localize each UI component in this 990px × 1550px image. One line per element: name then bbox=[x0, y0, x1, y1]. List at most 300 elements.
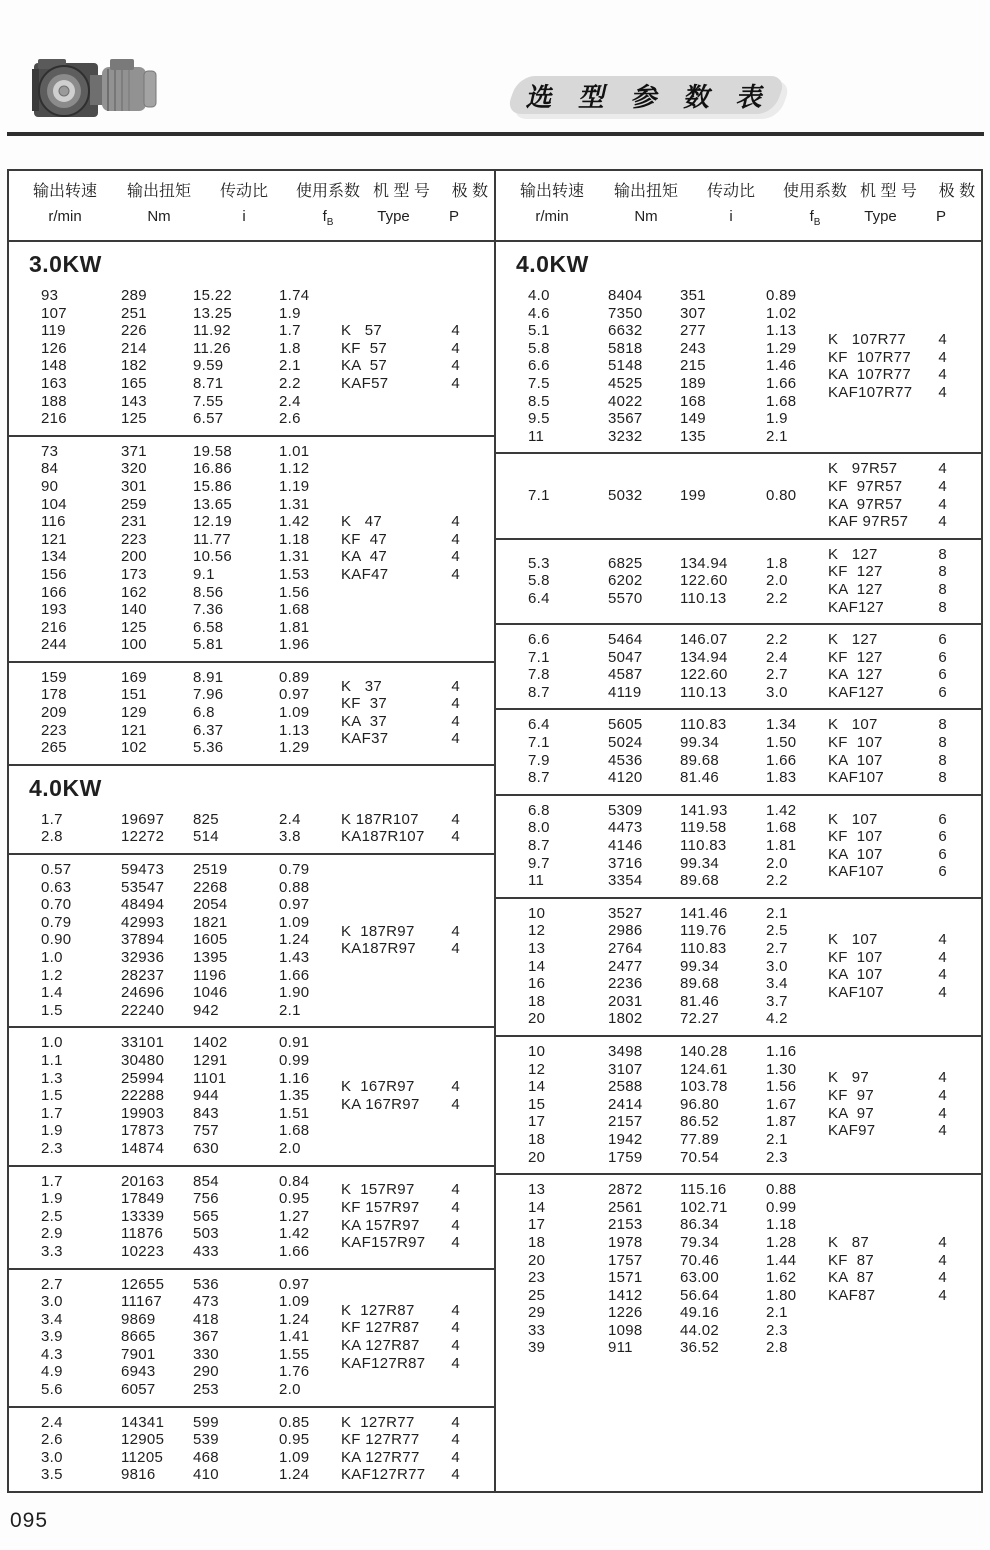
unit-p: P bbox=[448, 208, 459, 225]
speed-cell: 14 bbox=[528, 957, 546, 975]
model-type: K 57 bbox=[341, 322, 382, 340]
ratio-cell: 1046 bbox=[193, 984, 228, 1002]
rating-block bbox=[496, 540, 981, 625]
speed-cell: 18 bbox=[528, 992, 546, 1010]
unit-p: P bbox=[935, 208, 946, 225]
speed-cell: 8.7 bbox=[528, 837, 550, 855]
data-row bbox=[528, 734, 828, 752]
table-left-column bbox=[9, 171, 494, 1491]
page-header bbox=[0, 0, 990, 132]
factor-cell: 1.13 bbox=[766, 322, 797, 340]
data-rows bbox=[496, 460, 828, 530]
model-type: KA 37 bbox=[341, 712, 388, 730]
ratio-cell: 630 bbox=[193, 1139, 219, 1157]
model-type: K 87 bbox=[828, 1233, 869, 1251]
torque-cell: 226 bbox=[121, 322, 147, 340]
factor-cell: 0.85 bbox=[279, 1413, 310, 1431]
data-row bbox=[41, 967, 341, 985]
rating-block bbox=[9, 805, 494, 855]
speed-cell: 3.3 bbox=[41, 1242, 63, 1260]
type-row bbox=[828, 331, 971, 349]
type-rows bbox=[341, 1034, 494, 1157]
model-type: K 127R77 bbox=[341, 1413, 415, 1431]
poles-value: 4 bbox=[451, 1198, 460, 1216]
type-row bbox=[828, 811, 971, 829]
header-output-speed: 输出转速 bbox=[519, 183, 584, 200]
type-rows bbox=[341, 861, 494, 1019]
data-row bbox=[41, 1002, 341, 1020]
data-row bbox=[41, 931, 341, 949]
rating-block bbox=[9, 663, 494, 766]
torque-cell: 22288 bbox=[121, 1087, 165, 1105]
speed-cell: 12 bbox=[528, 1060, 546, 1078]
poles-value: 4 bbox=[451, 1413, 460, 1431]
data-row bbox=[528, 1287, 828, 1305]
data-row bbox=[528, 1181, 828, 1199]
poles-value: 4 bbox=[938, 330, 947, 348]
model-type: KAF37 bbox=[341, 730, 389, 748]
factor-cell: 1.68 bbox=[766, 819, 797, 837]
torque-cell: 2236 bbox=[608, 975, 643, 993]
rating-block bbox=[496, 796, 981, 899]
torque-cell: 9816 bbox=[121, 1466, 156, 1484]
torque-cell: 37894 bbox=[121, 931, 165, 949]
speed-cell: 0.57 bbox=[41, 861, 72, 879]
model-type: KA187R107 bbox=[341, 828, 425, 846]
ratio-cell: 70.54 bbox=[680, 1148, 720, 1166]
poles-value: 4 bbox=[451, 1448, 460, 1466]
data-row bbox=[41, 584, 341, 602]
ratio-cell: 7.55 bbox=[193, 392, 224, 410]
ratio-cell: 351 bbox=[680, 287, 706, 304]
type-row bbox=[341, 811, 484, 829]
factor-cell: 4.2 bbox=[766, 1010, 788, 1028]
ratio-cell: 89.68 bbox=[680, 975, 720, 993]
data-row bbox=[528, 1199, 828, 1217]
ratio-cell: 6.8 bbox=[193, 704, 215, 722]
data-row bbox=[528, 975, 828, 993]
table-body-right bbox=[496, 242, 981, 1491]
speed-cell: 8.7 bbox=[528, 683, 550, 701]
factor-cell: 1.12 bbox=[279, 460, 310, 478]
model-type: KAF57 bbox=[341, 374, 389, 392]
speed-cell: 1.7 bbox=[41, 1172, 63, 1190]
factor-cell: 3.7 bbox=[766, 992, 788, 1010]
speed-cell: 29 bbox=[528, 1304, 546, 1322]
factor-cell: 1.09 bbox=[279, 704, 310, 722]
factor-cell: 1.51 bbox=[279, 1104, 310, 1122]
data-row bbox=[41, 914, 341, 932]
torque-cell: 59473 bbox=[121, 861, 165, 879]
type-row bbox=[341, 1078, 484, 1096]
factor-cell: 2.0 bbox=[766, 572, 788, 590]
model-type: KAF47 bbox=[341, 565, 389, 583]
factor-cell: 3.4 bbox=[766, 975, 788, 993]
type-row bbox=[828, 1269, 971, 1287]
ratio-cell: 2054 bbox=[193, 896, 228, 914]
data-row bbox=[41, 460, 341, 478]
factor-cell: 2.4 bbox=[766, 648, 788, 666]
speed-cell: 0.90 bbox=[41, 931, 72, 949]
data-row bbox=[41, 704, 341, 722]
torque-cell: 259 bbox=[121, 495, 147, 513]
ratio-cell: 119.76 bbox=[680, 922, 727, 940]
ratio-cell: 9.59 bbox=[193, 357, 224, 375]
speed-cell: 90 bbox=[41, 477, 59, 495]
speed-cell: 6.8 bbox=[528, 801, 550, 819]
data-row bbox=[528, 340, 828, 358]
data-row bbox=[528, 993, 828, 1011]
factor-cell: 2.7 bbox=[766, 940, 788, 957]
speed-cell: 8.7 bbox=[528, 769, 550, 787]
factor-cell: 1.43 bbox=[279, 949, 310, 966]
ratio-cell: 9.1 bbox=[193, 565, 215, 583]
factor-cell: 1.90 bbox=[279, 984, 310, 1002]
type-row bbox=[341, 923, 484, 941]
ratio-cell: 307 bbox=[680, 304, 706, 322]
torque-cell: 231 bbox=[121, 513, 147, 531]
type-rows bbox=[341, 669, 494, 757]
type-row bbox=[828, 496, 971, 514]
ratio-cell: 410 bbox=[193, 1466, 219, 1484]
type-row bbox=[341, 513, 484, 531]
type-row bbox=[828, 513, 971, 531]
poles-value: 8 bbox=[938, 734, 947, 752]
factor-cell: 1.18 bbox=[766, 1216, 797, 1234]
type-row bbox=[828, 478, 971, 496]
type-row bbox=[828, 716, 971, 734]
rating-block bbox=[9, 1270, 494, 1408]
data-row bbox=[41, 636, 341, 654]
data-row bbox=[41, 566, 341, 584]
factor-cell: 1.67 bbox=[766, 1095, 797, 1113]
speed-cell: 265 bbox=[41, 739, 67, 757]
factor-cell: 1.29 bbox=[279, 739, 310, 757]
speed-cell: 3.4 bbox=[41, 1310, 63, 1328]
ratio-cell: 134.94 bbox=[680, 554, 728, 572]
data-row bbox=[41, 375, 341, 393]
header-poles: 极 数 bbox=[938, 183, 976, 200]
ratio-cell: 141.46 bbox=[680, 904, 728, 922]
data-row bbox=[41, 1105, 341, 1123]
data-row bbox=[41, 896, 341, 914]
poles-value: 4 bbox=[451, 1466, 460, 1484]
model-type: K 97 bbox=[828, 1069, 869, 1087]
torque-cell: 4120 bbox=[608, 769, 643, 787]
data-row bbox=[41, 1328, 341, 1346]
ratio-cell: 103.78 bbox=[680, 1078, 728, 1096]
torque-cell: 6943 bbox=[121, 1363, 156, 1381]
rating-block bbox=[9, 437, 494, 663]
speed-cell: 193 bbox=[41, 601, 67, 619]
type-row bbox=[341, 531, 484, 549]
ratio-cell: 565 bbox=[193, 1207, 219, 1225]
model-type: K 107 bbox=[828, 931, 878, 949]
model-type: K 37 bbox=[341, 677, 382, 695]
poles-value: 4 bbox=[938, 383, 947, 401]
torque-cell: 173 bbox=[121, 565, 147, 583]
torque-cell: 1571 bbox=[608, 1269, 643, 1287]
model-type: KA 127R87 bbox=[341, 1337, 420, 1355]
data-row bbox=[528, 1269, 828, 1287]
ratio-cell: 146.07 bbox=[680, 631, 728, 649]
ratio-cell: 119.58 bbox=[680, 819, 727, 837]
speed-cell: 2.7 bbox=[41, 1275, 63, 1293]
torque-cell: 3498 bbox=[608, 1042, 643, 1060]
factor-cell: 1.7 bbox=[279, 322, 301, 340]
speed-cell: 126 bbox=[41, 339, 67, 357]
type-rows bbox=[341, 1414, 494, 1484]
header-output-torque: 输出扭矩 bbox=[126, 183, 191, 200]
ratio-cell: 243 bbox=[680, 339, 706, 357]
ratio-cell: 122.60 bbox=[680, 572, 728, 590]
torque-cell: 28237 bbox=[121, 966, 165, 984]
data-row bbox=[528, 305, 828, 323]
data-row bbox=[41, 1243, 341, 1261]
unit-i: i bbox=[242, 208, 246, 225]
rating-block bbox=[496, 281, 981, 454]
factor-cell: 1.16 bbox=[766, 1042, 797, 1060]
factor-cell: 1.66 bbox=[279, 966, 310, 984]
speed-cell: 0.79 bbox=[41, 913, 72, 931]
header-row-cn bbox=[496, 179, 981, 205]
ratio-cell: 854 bbox=[193, 1172, 219, 1190]
data-row bbox=[41, 686, 341, 704]
speed-cell: 163 bbox=[41, 374, 67, 392]
type-row bbox=[828, 581, 971, 599]
factor-cell: 2.8 bbox=[766, 1339, 788, 1357]
torque-cell: 32936 bbox=[121, 949, 165, 966]
speed-cell: 2.5 bbox=[41, 1207, 63, 1225]
data-row bbox=[528, 555, 828, 573]
data-row bbox=[41, 357, 341, 375]
speed-cell: 8.5 bbox=[528, 392, 550, 410]
model-type: KA 107 bbox=[828, 845, 883, 863]
data-row bbox=[41, 548, 341, 566]
type-row bbox=[828, 684, 971, 702]
speed-cell: 18 bbox=[528, 1130, 546, 1148]
factor-cell: 1.83 bbox=[766, 769, 797, 787]
data-row bbox=[41, 305, 341, 323]
ratio-cell: 7.96 bbox=[193, 686, 224, 704]
speed-cell: 17 bbox=[528, 1113, 546, 1131]
poles-value: 4 bbox=[451, 712, 460, 730]
data-row bbox=[528, 1061, 828, 1079]
unit-nm: Nm bbox=[147, 208, 171, 225]
ratio-cell: 199 bbox=[680, 486, 706, 504]
torque-cell: 3567 bbox=[608, 410, 643, 428]
data-row bbox=[528, 375, 828, 393]
model-type: K 127 bbox=[828, 631, 878, 649]
rating-block bbox=[496, 710, 981, 795]
ratio-cell: 115.16 bbox=[680, 1181, 727, 1199]
poles-value: 4 bbox=[451, 322, 460, 340]
speed-cell: 2.4 bbox=[41, 1413, 63, 1431]
torque-cell: 4473 bbox=[608, 819, 643, 837]
poles-value: 4 bbox=[938, 1233, 947, 1251]
speed-cell: 1.4 bbox=[41, 984, 63, 1002]
model-type: KF 87 bbox=[828, 1251, 874, 1269]
poles-value: 4 bbox=[451, 810, 460, 828]
model-type: K 97R57 bbox=[828, 460, 898, 478]
header-row-units bbox=[496, 205, 981, 234]
ratio-cell: 12.19 bbox=[193, 513, 233, 531]
poles-value: 8 bbox=[938, 545, 947, 563]
column-header-left bbox=[9, 171, 494, 242]
type-row bbox=[828, 752, 971, 770]
model-type: KA 107 bbox=[828, 751, 883, 769]
poles-value: 4 bbox=[451, 677, 460, 695]
data-rows bbox=[9, 1173, 341, 1261]
speed-cell: 12 bbox=[528, 922, 546, 940]
data-row bbox=[528, 572, 828, 590]
rating-block bbox=[496, 899, 981, 1037]
poles-value: 4 bbox=[938, 1269, 947, 1287]
model-type: K 157R97 bbox=[341, 1181, 415, 1199]
data-row bbox=[528, 1234, 828, 1252]
data-row bbox=[528, 684, 828, 702]
factor-cell: 2.0 bbox=[766, 854, 788, 872]
data-row bbox=[41, 1346, 341, 1364]
data-row bbox=[528, 1149, 828, 1167]
factor-cell: 2.5 bbox=[766, 922, 788, 940]
ratio-cell: 15.86 bbox=[193, 477, 233, 495]
poles-value: 4 bbox=[938, 513, 947, 531]
ratio-cell: 1196 bbox=[193, 966, 227, 984]
speed-cell: 3.5 bbox=[41, 1466, 63, 1484]
data-row bbox=[41, 1173, 341, 1191]
model-type: KAF107R77 bbox=[828, 383, 913, 401]
data-row bbox=[41, 1466, 341, 1484]
header-row-cn bbox=[9, 179, 494, 205]
torque-cell: 6202 bbox=[608, 572, 643, 590]
speed-cell: 93 bbox=[41, 287, 59, 304]
torque-cell: 162 bbox=[121, 583, 147, 601]
ratio-cell: 99.34 bbox=[680, 854, 720, 872]
torque-cell: 3527 bbox=[608, 904, 643, 922]
ratio-cell: 72.27 bbox=[680, 1010, 720, 1028]
model-type: KA 127 bbox=[828, 580, 883, 598]
model-type: K 187R107 bbox=[341, 810, 419, 828]
ratio-cell: 330 bbox=[193, 1345, 219, 1363]
ratio-cell: 11.77 bbox=[193, 530, 231, 548]
poles-value: 4 bbox=[938, 460, 947, 478]
speed-cell: 2.6 bbox=[41, 1431, 63, 1449]
poles-value: 4 bbox=[938, 983, 947, 1001]
speed-cell: 6.4 bbox=[528, 589, 550, 607]
speed-cell: 4.3 bbox=[41, 1345, 63, 1363]
type-row bbox=[828, 828, 971, 846]
type-row bbox=[828, 563, 971, 581]
data-row bbox=[41, 1190, 341, 1208]
factor-cell: 1.29 bbox=[766, 339, 797, 357]
speed-cell: 159 bbox=[41, 668, 67, 686]
type-row bbox=[341, 1466, 484, 1484]
ratio-cell: 10.56 bbox=[193, 548, 233, 566]
factor-cell: 0.89 bbox=[766, 287, 797, 304]
torque-cell: 25994 bbox=[121, 1069, 165, 1087]
data-row bbox=[528, 322, 828, 340]
model-type: KA 97R57 bbox=[828, 495, 903, 513]
torque-cell: 19697 bbox=[121, 810, 165, 828]
ratio-cell: 110.83 bbox=[680, 837, 727, 855]
type-row bbox=[828, 846, 971, 864]
torque-cell: 5570 bbox=[608, 589, 643, 607]
poles-value: 6 bbox=[938, 683, 947, 701]
torque-cell: 14874 bbox=[121, 1139, 165, 1157]
type-row bbox=[341, 713, 484, 731]
factor-cell: 1.81 bbox=[279, 618, 310, 636]
ratio-cell: 96.80 bbox=[680, 1095, 720, 1113]
ratio-cell: 539 bbox=[193, 1431, 219, 1449]
torque-cell: 2153 bbox=[608, 1216, 643, 1234]
speed-cell: 3.0 bbox=[41, 1448, 63, 1466]
factor-cell: 1.24 bbox=[279, 931, 310, 949]
data-rows bbox=[9, 1276, 341, 1399]
ratio-cell: 124.61 bbox=[680, 1060, 728, 1078]
factor-cell: 2.4 bbox=[279, 392, 301, 410]
factor-cell: 1.56 bbox=[279, 583, 310, 601]
torque-cell: 143 bbox=[121, 392, 147, 410]
data-row bbox=[41, 1070, 341, 1088]
power-section-title: 4.0KW bbox=[29, 774, 102, 801]
torque-cell: 7350 bbox=[608, 304, 643, 322]
factor-cell: 2.1 bbox=[766, 904, 788, 922]
factor-cell: 2.2 bbox=[766, 872, 788, 890]
factor-cell: 1.8 bbox=[766, 554, 788, 572]
torque-cell: 42993 bbox=[121, 913, 165, 931]
model-type: KA187R97 bbox=[341, 940, 416, 958]
ratio-cell: 277 bbox=[680, 322, 706, 340]
ratio-cell: 16.86 bbox=[193, 460, 233, 478]
factor-cell: 1.9 bbox=[279, 304, 301, 322]
rating-block bbox=[9, 281, 494, 437]
factor-cell: 0.88 bbox=[279, 878, 310, 896]
data-rows bbox=[9, 811, 341, 846]
ratio-cell: 89.68 bbox=[680, 751, 720, 769]
poles-value: 4 bbox=[451, 1181, 460, 1199]
data-row bbox=[528, 1131, 828, 1149]
ratio-cell: 13.65 bbox=[193, 495, 233, 513]
speed-cell: 7.1 bbox=[528, 648, 550, 666]
type-rows bbox=[828, 716, 981, 786]
speed-cell: 13 bbox=[528, 940, 546, 957]
factor-cell: 1.09 bbox=[279, 1293, 310, 1311]
torque-cell: 11167 bbox=[121, 1293, 162, 1311]
model-type: KF 97 bbox=[828, 1086, 874, 1104]
factor-cell: 2.1 bbox=[279, 357, 301, 375]
torque-cell: 4022 bbox=[608, 392, 643, 410]
speed-cell: 15 bbox=[528, 1095, 546, 1113]
type-row bbox=[828, 649, 971, 667]
type-row bbox=[828, 931, 971, 949]
torque-cell: 129 bbox=[121, 704, 147, 722]
ratio-cell: 89.68 bbox=[680, 872, 720, 890]
data-row bbox=[41, 478, 341, 496]
data-row bbox=[528, 357, 828, 375]
ratio-cell: 6.58 bbox=[193, 618, 224, 636]
speed-cell: 3.0 bbox=[41, 1293, 63, 1311]
data-rows bbox=[9, 287, 341, 428]
torque-cell: 5024 bbox=[608, 734, 643, 752]
factor-cell: 0.88 bbox=[766, 1181, 797, 1199]
ratio-cell: 1101 bbox=[193, 1069, 227, 1087]
ratio-cell: 110.13 bbox=[680, 589, 727, 607]
model-type: KF 57 bbox=[341, 339, 387, 357]
torque-cell: 24696 bbox=[121, 984, 165, 1002]
header-ratio: 传动比 bbox=[219, 183, 268, 200]
speed-cell: 1.5 bbox=[41, 1087, 63, 1105]
